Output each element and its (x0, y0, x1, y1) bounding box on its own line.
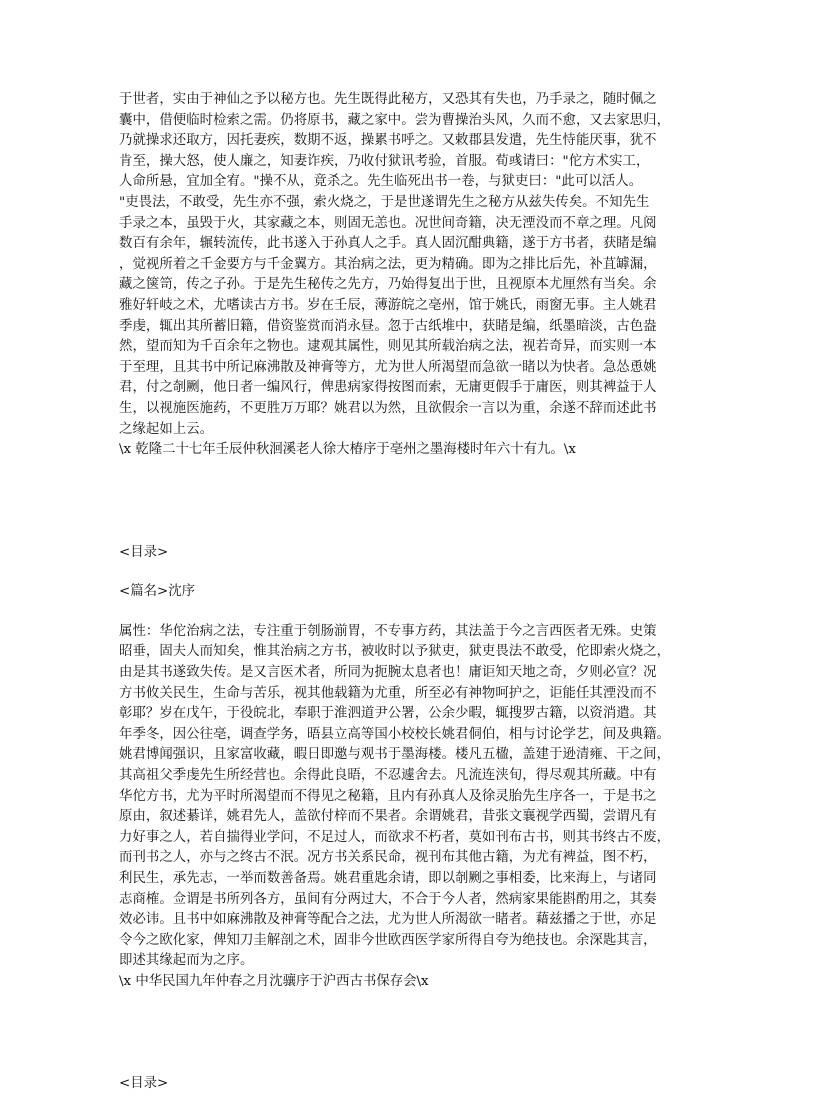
text-line: 力好事之人，若自揣得业学问，不足过人，而欲求不朽者，莫如刊布古书，则其书终古不废， (119, 829, 671, 845)
text-line: 令今之欧化家，俾知刀圭解剖之术，固非今世欧西医学家所得自夸为绝技也。余深匙其言， (119, 932, 657, 948)
text-line: 然，望而知为千百余年之物也。逮观其属性，则见其所载治病之法，视若奇异，而实则一本 (119, 339, 657, 355)
text-line: 囊中，借便临时检索之需。仍将原书，藏之家中。尝为曹操治头风，久而不愈，又去家思归， (119, 112, 671, 128)
text-line: 效必讳。且书中如麻沸散及神膏等配合之法，尤为世人所渴欲一睹者。藉兹播之于世，亦足 (119, 912, 657, 928)
shen-preface-colophon: \x 中华民国九年仲春之月沈骧序于沪西古书保存会\x (119, 973, 429, 989)
text-line: 华佗方书，尤为平时所渴望而不得见之秘籍，且内有孙真人及徐灵胎先生序各一，于是书之 (119, 788, 657, 804)
text-line: 君，付之剞劂，他日者一编风行，俾患病家得按图而索，无庸更假手于庸医，则其裨益于人 (119, 380, 657, 396)
text-line: 手录之本，虽毁于火，其家藏之本，则固无恙也。况世间奇籍，决无湮没而不章之理。凡阅 (119, 215, 657, 231)
section-title-marker: <篇名>沈序 (119, 584, 196, 600)
text-line: 其高祖父季虔先生所经营也。余得此良晤，不忍遽舍去。凡流连浃旬，得尽观其所藏。中有 (119, 768, 657, 784)
text-line: 即述其缘起而为之序。 (119, 953, 254, 969)
spacer (119, 461, 701, 523)
text-line: 人命所悬，宜加全宥。"操不从，竟杀之。先生临死出书一卷，与狱吏曰："此可以活人。 (119, 174, 643, 190)
document-page (119, 90, 701, 1094)
text-line: 于至理，且其书中所记麻沸散及神膏等方，尤为世人所渴望而急欲一睹以为快者。急怂恿姚 (119, 359, 657, 375)
text-line: 由是其书遂致失传。是又言医术者，所同为扼腕太息者也！庸讵知天地之奇，夕则必宣？况 (119, 665, 657, 681)
text-line: ，觉视所着之千金要方与千金翼方。其治病之法，更为精确。即为之排比后先，补苴罅漏， (119, 256, 657, 272)
text-line: 利民生，承先志，一举而数善备焉。姚君重匙余请，即以剞劂之事相委，比来海上，与诸同 (119, 871, 657, 886)
text-line: 昭垂，固夫人而知矣，惟其治病之方书，被收时以予狱吏，狱吏畏法不敢受，佗即索火烧之， (119, 644, 671, 660)
text-line: 藏之箧笥，传之子孙。于是先生秘传之先方，乃始得复出于世，且视原本尤厘然有当矣。余 (119, 277, 657, 293)
spacer (119, 603, 701, 622)
table-of-contents-marker-end: <目录> (119, 1075, 169, 1091)
text-line: 原由，叙述綦详，姚君先人，盖欲付梓而不果者。余谓姚君，昔张文襄视学西蜀，尝谓凡有 (119, 809, 657, 825)
text-line: 志商榷。佥谓是书所列各方，虽间有分两过大，不合于今人者，然病家果能斟酌用之，其奏 (119, 891, 657, 907)
text-line: 而刊书之人，亦与之终古不泯。况方书关系民命，视刊布其他古籍，为尤有裨益，图不朽， (119, 850, 657, 866)
text-line: 雅好轩岐之术，尤嗜读古方书。岁在壬辰，薄游皖之亳州，馆于姚氏，雨窗无事。主人姚君 (119, 297, 657, 313)
text-line: "吏畏法，不敢受，先生亦不强，索火烧之，于是世遂谓先生之秘方从兹失传矣。不知先生 (119, 194, 650, 210)
text-line: 乃就操求还取方，因托妻疾，数期不返，操累书呼之。又敕郡县发遣，先生恃能厌事，犹不 (119, 133, 657, 149)
text-line: 之缘起如上云。 (119, 421, 214, 437)
spacer (119, 523, 701, 543)
spacer (119, 563, 701, 582)
text-line: 季虔，辄出其所蓄旧籍，借资鉴赏而消永昼。忽于古纸堆中，获睹是编，纸墨暗淡，古色盎 (119, 318, 657, 334)
text-line: 彰耶？岁在戊午，于役皖北，奉职于淮泗道尹公署，公余少暇，辄搜罗古籍，以资消遣。其 (119, 706, 657, 722)
text-line: 年季冬，因公往亳，调查学务，晤县立高等国小校校长姚君侗伯，相与讨论学艺，间及典籍。 (119, 726, 671, 742)
spacer (119, 993, 701, 1074)
text-line: 于世者，实由于神仙之予以秘方也。先生既得此秘方，又恐其有失也，乃手录之，随时佩之 (119, 92, 657, 107)
text-line: 肯至，操大怒，使人廉之，知妻诈疾，乃收付狱讯考验，首服。荀彧请曰："佗方术实工， (119, 153, 650, 169)
text-line: 姚君博闻强识，且家富收藏，暇日即邀与观书于墨海楼。楼凡五楹，盖建于逊清雍、干之间， (119, 747, 671, 763)
table-of-contents-marker: <目录> (119, 544, 169, 560)
text-line: 数百有余年，辗转流传，此书遂入于孙真人之手。真人固沉酣典籍，遂于方书者，获睹是编 (119, 236, 657, 252)
preface-colophon: \x 乾隆二十七年壬辰仲秋洄溪老人徐大椿序于亳州之墨海楼时年六十有九。\x (119, 442, 576, 458)
text-line: 方书攸关民生，生命与苦乐，视其他载籍为尤重，所至必有神物呵护之，讵能任其湮没而不 (119, 685, 657, 701)
text-line: 生，以视施医施药，不更胜万万耶？姚君以为然，且欲假余一言以为重，余遂不辞而述此书 (119, 400, 657, 416)
shen-preface-body-text (119, 622, 701, 972)
preface-body-text (119, 90, 701, 440)
text-line: 属性：华佗治病之法，专注重于刳肠湔胃，不专事方药，其法盖于今之言西医者无殊。史策 (119, 623, 657, 639)
